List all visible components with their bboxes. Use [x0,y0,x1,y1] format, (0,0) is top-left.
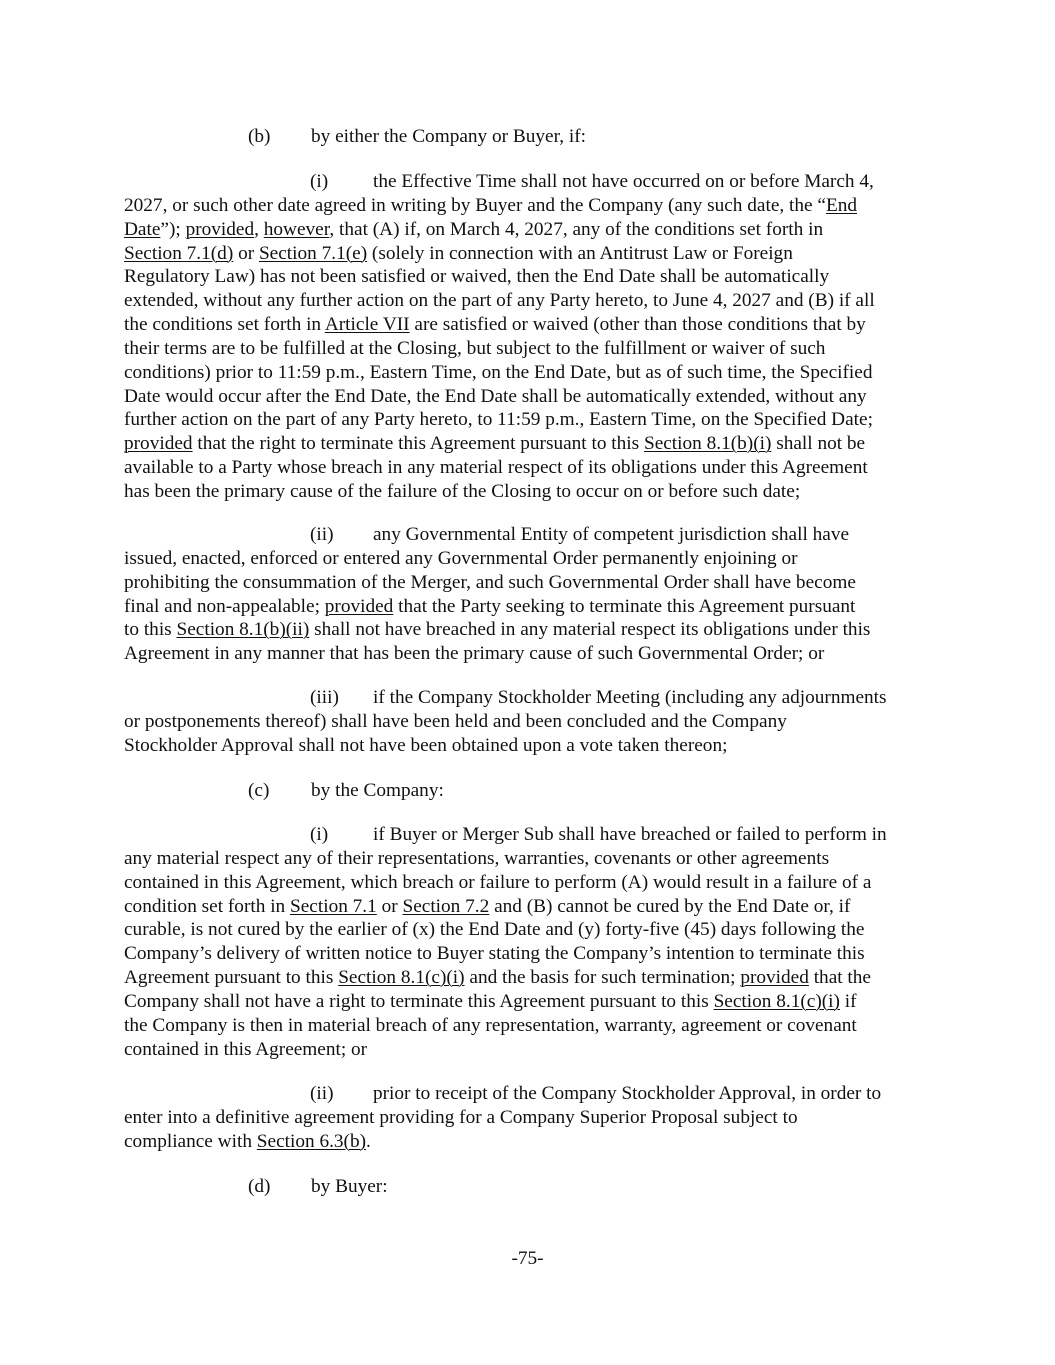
clause-label: (c) [248,780,270,801]
text-segment: , [254,218,264,240]
cross-reference: Date [124,218,161,240]
cross-reference: Article VII [324,314,410,336]
text-line [124,218,954,242]
text-segment: the Company is then in material breach of any representation, warranty, agreement or covenant [124,1014,857,1036]
text-line [124,480,954,504]
text-segment: condition set forth in [124,895,291,917]
clause-b [124,125,954,149]
text-line [124,125,954,149]
text-line [124,686,954,710]
text-line [124,547,954,571]
cross-reference: End [825,194,858,216]
text-segment: ”); [160,218,186,240]
text-line [124,194,954,218]
text-segment: , that (A) if, on March 4, 2027, any of the conditions set forth in [329,218,824,240]
text-segment: shall not have breached in any material respect its obligations under this [309,619,871,641]
text-segment: and the basis for such termination; [464,967,741,989]
text-line [124,361,954,385]
clause-label: (i) [310,824,329,845]
text-segment: that the right to terminate this Agreement pursuant to this [192,433,644,455]
text-segment: . [366,1130,371,1152]
text-line [124,990,954,1014]
text-segment: Company’s delivery of written notice to Buyer stating the Company’s intention to terminate this [124,943,865,965]
text-segment: or [233,242,259,264]
clause-b-ii [124,523,954,666]
text-line [124,456,954,480]
text-segment: further action on the part of any Party hereto, to 11:59 p.m., Eastern Time, on the Specified Date; [124,409,873,431]
clause-label: (b) [248,126,271,147]
text-segment: any material respect any of their representations, warranties, covenants or other agreements [124,847,830,869]
text-line [124,313,954,337]
text-line [124,618,954,642]
text-line [124,1106,954,1130]
text-segment: that the [808,967,871,989]
text-line [124,1014,954,1038]
cross-reference: Section 8.1(b)(ii) [176,619,310,641]
clause-c-ii [124,1082,954,1154]
text-segment: prohibiting the consummation of the Merger, and such Governmental Order shall have become [124,571,856,593]
cross-reference: provided [185,218,255,240]
text-segment: prior to receipt of the Company Stockholder Approval, in order to [373,1083,882,1104]
text-line [124,1082,954,1106]
text-segment: and (B) cannot be cured by the End Date or, if [489,895,851,917]
text-line [124,710,954,734]
text-line [124,595,954,619]
text-segment: that the Party seeking to terminate this Agreement pursuant [393,595,856,617]
cross-reference: Section 8.1(c)(i) [338,967,465,989]
text-line [124,823,954,847]
text-segment: extended, without any further action on the part of any Party hereto, to June 4, 2027 and (B) if all [124,290,875,312]
clause-label: (ii) [310,1083,334,1104]
text-segment: the conditions set forth in [124,314,325,336]
clause-c [124,779,954,803]
cross-reference: Section 7.1 [290,895,377,917]
text-line [124,242,954,266]
text-segment: by the Company: [311,780,444,801]
text-segment: Stockholder Approval shall not have been obtained upon a vote taken thereon; [124,734,728,756]
text-line [124,871,954,895]
text-segment: if [839,990,857,1012]
text-segment: curable, is not cured by the earlier of (x) the End Date and (y) forty-five (45) days following the [124,919,865,941]
text-line [124,408,954,432]
cross-reference: Section 6.3(b) [256,1130,367,1152]
clause-label: (iii) [310,687,339,708]
text-segment: available to a Party whose breach in any material respect of its obligations under this Agreement [124,457,868,479]
text-line [124,170,954,194]
text-segment: issued, enacted, enforced or entered any Governmental Order permanently enjoining or [124,547,798,569]
cross-reference: Section 7.1(d) [124,242,234,264]
text-segment: by Buyer: [311,1176,388,1197]
text-line [124,265,954,289]
text-line [124,432,954,456]
text-line [124,523,954,547]
text-segment: their terms are to be fulfilled at the Closing, but subject to the fulfillment or waiver of such [124,337,826,359]
text-segment: Agreement in any manner that has been the primary cause of such Governmental Order; or [124,643,825,665]
text-line [124,1130,954,1154]
text-line [124,337,954,361]
cross-reference: Section 8.1(b)(i) [643,433,772,455]
text-line [124,966,954,990]
clause-label: (ii) [310,524,334,545]
cross-reference: Section 8.1(c)(i) [713,990,840,1012]
text-segment: Regulatory Law) has not been satisfied or waived, then the End Date shall be automatically [124,266,830,288]
text-segment: (solely in connection with an Antitrust Law or Foreign [367,242,793,264]
text-segment: any Governmental Entity of competent jurisdiction shall have [373,524,850,545]
text-segment: the Effective Time shall not have occurred on or before March 4, [373,171,874,192]
text-segment: or postponements thereof) shall have been held and been concluded and the Company [124,710,787,732]
cross-reference: provided [324,595,394,617]
text-line [124,385,954,409]
text-segment: conditions) prior to 11:59 p.m., Eastern Time, on the End Date, but as of such time, the Specified [124,361,873,383]
text-line [124,847,954,871]
text-line [124,1175,954,1199]
text-segment: are satisfied or waived (other than those conditions that by [409,314,866,336]
cross-reference: provided [740,967,809,989]
text-segment: or [376,895,403,917]
text-segment: to this [124,619,177,641]
cross-reference: Section 7.2 [402,895,490,917]
page-number: -75- [511,1248,544,1269]
text-line [124,734,954,758]
text-segment: final and non-appealable; [124,595,325,617]
text-segment: contained in this Agreement; or [124,1038,368,1060]
text-segment: if Buyer or Merger Sub shall have breached or failed to perform in [373,824,887,845]
text-segment: if the Company Stockholder Meeting (including any adjournments [373,687,887,708]
cross-reference: Section 7.1(e) [258,242,368,264]
text-segment: by either the Company or Buyer, if: [311,126,586,147]
text-segment: Date would occur after the End Date, the End Date shall be automatically extended, without any [124,385,867,407]
cross-reference: however [263,218,330,240]
cross-reference: provided [124,433,193,455]
text-line [124,1038,954,1062]
clause-b-iii [124,686,954,758]
text-segment: Company shall not have a right to terminate this Agreement pursuant to this [124,990,714,1012]
text-line [124,289,954,313]
text-segment: contained in this Agreement, which breach or failure to perform (A) would result in a failure of a [124,871,872,893]
text-segment: has been the primary cause of the failure of the Closing to occur on or before such date; [124,480,801,502]
text-line [124,918,954,942]
clause-d [124,1175,954,1199]
text-line [124,779,954,803]
clause-label: (i) [310,171,329,192]
text-line [124,895,954,919]
text-line [124,942,954,966]
text-segment: Agreement pursuant to this [124,967,339,989]
text-segment: 2027, or such other date agreed in writing by Buyer and the Company (any such date, the “ [124,194,826,216]
text-segment: enter into a definitive agreement providing for a Company Superior Proposal subject to [124,1106,798,1128]
text-segment: compliance with [124,1130,257,1152]
clause-c-i [124,823,954,1061]
text-segment: shall not be [771,433,866,455]
clause-b-i [124,170,954,504]
clause-label: (d) [248,1176,271,1197]
text-line [124,642,954,666]
text-line [124,571,954,595]
